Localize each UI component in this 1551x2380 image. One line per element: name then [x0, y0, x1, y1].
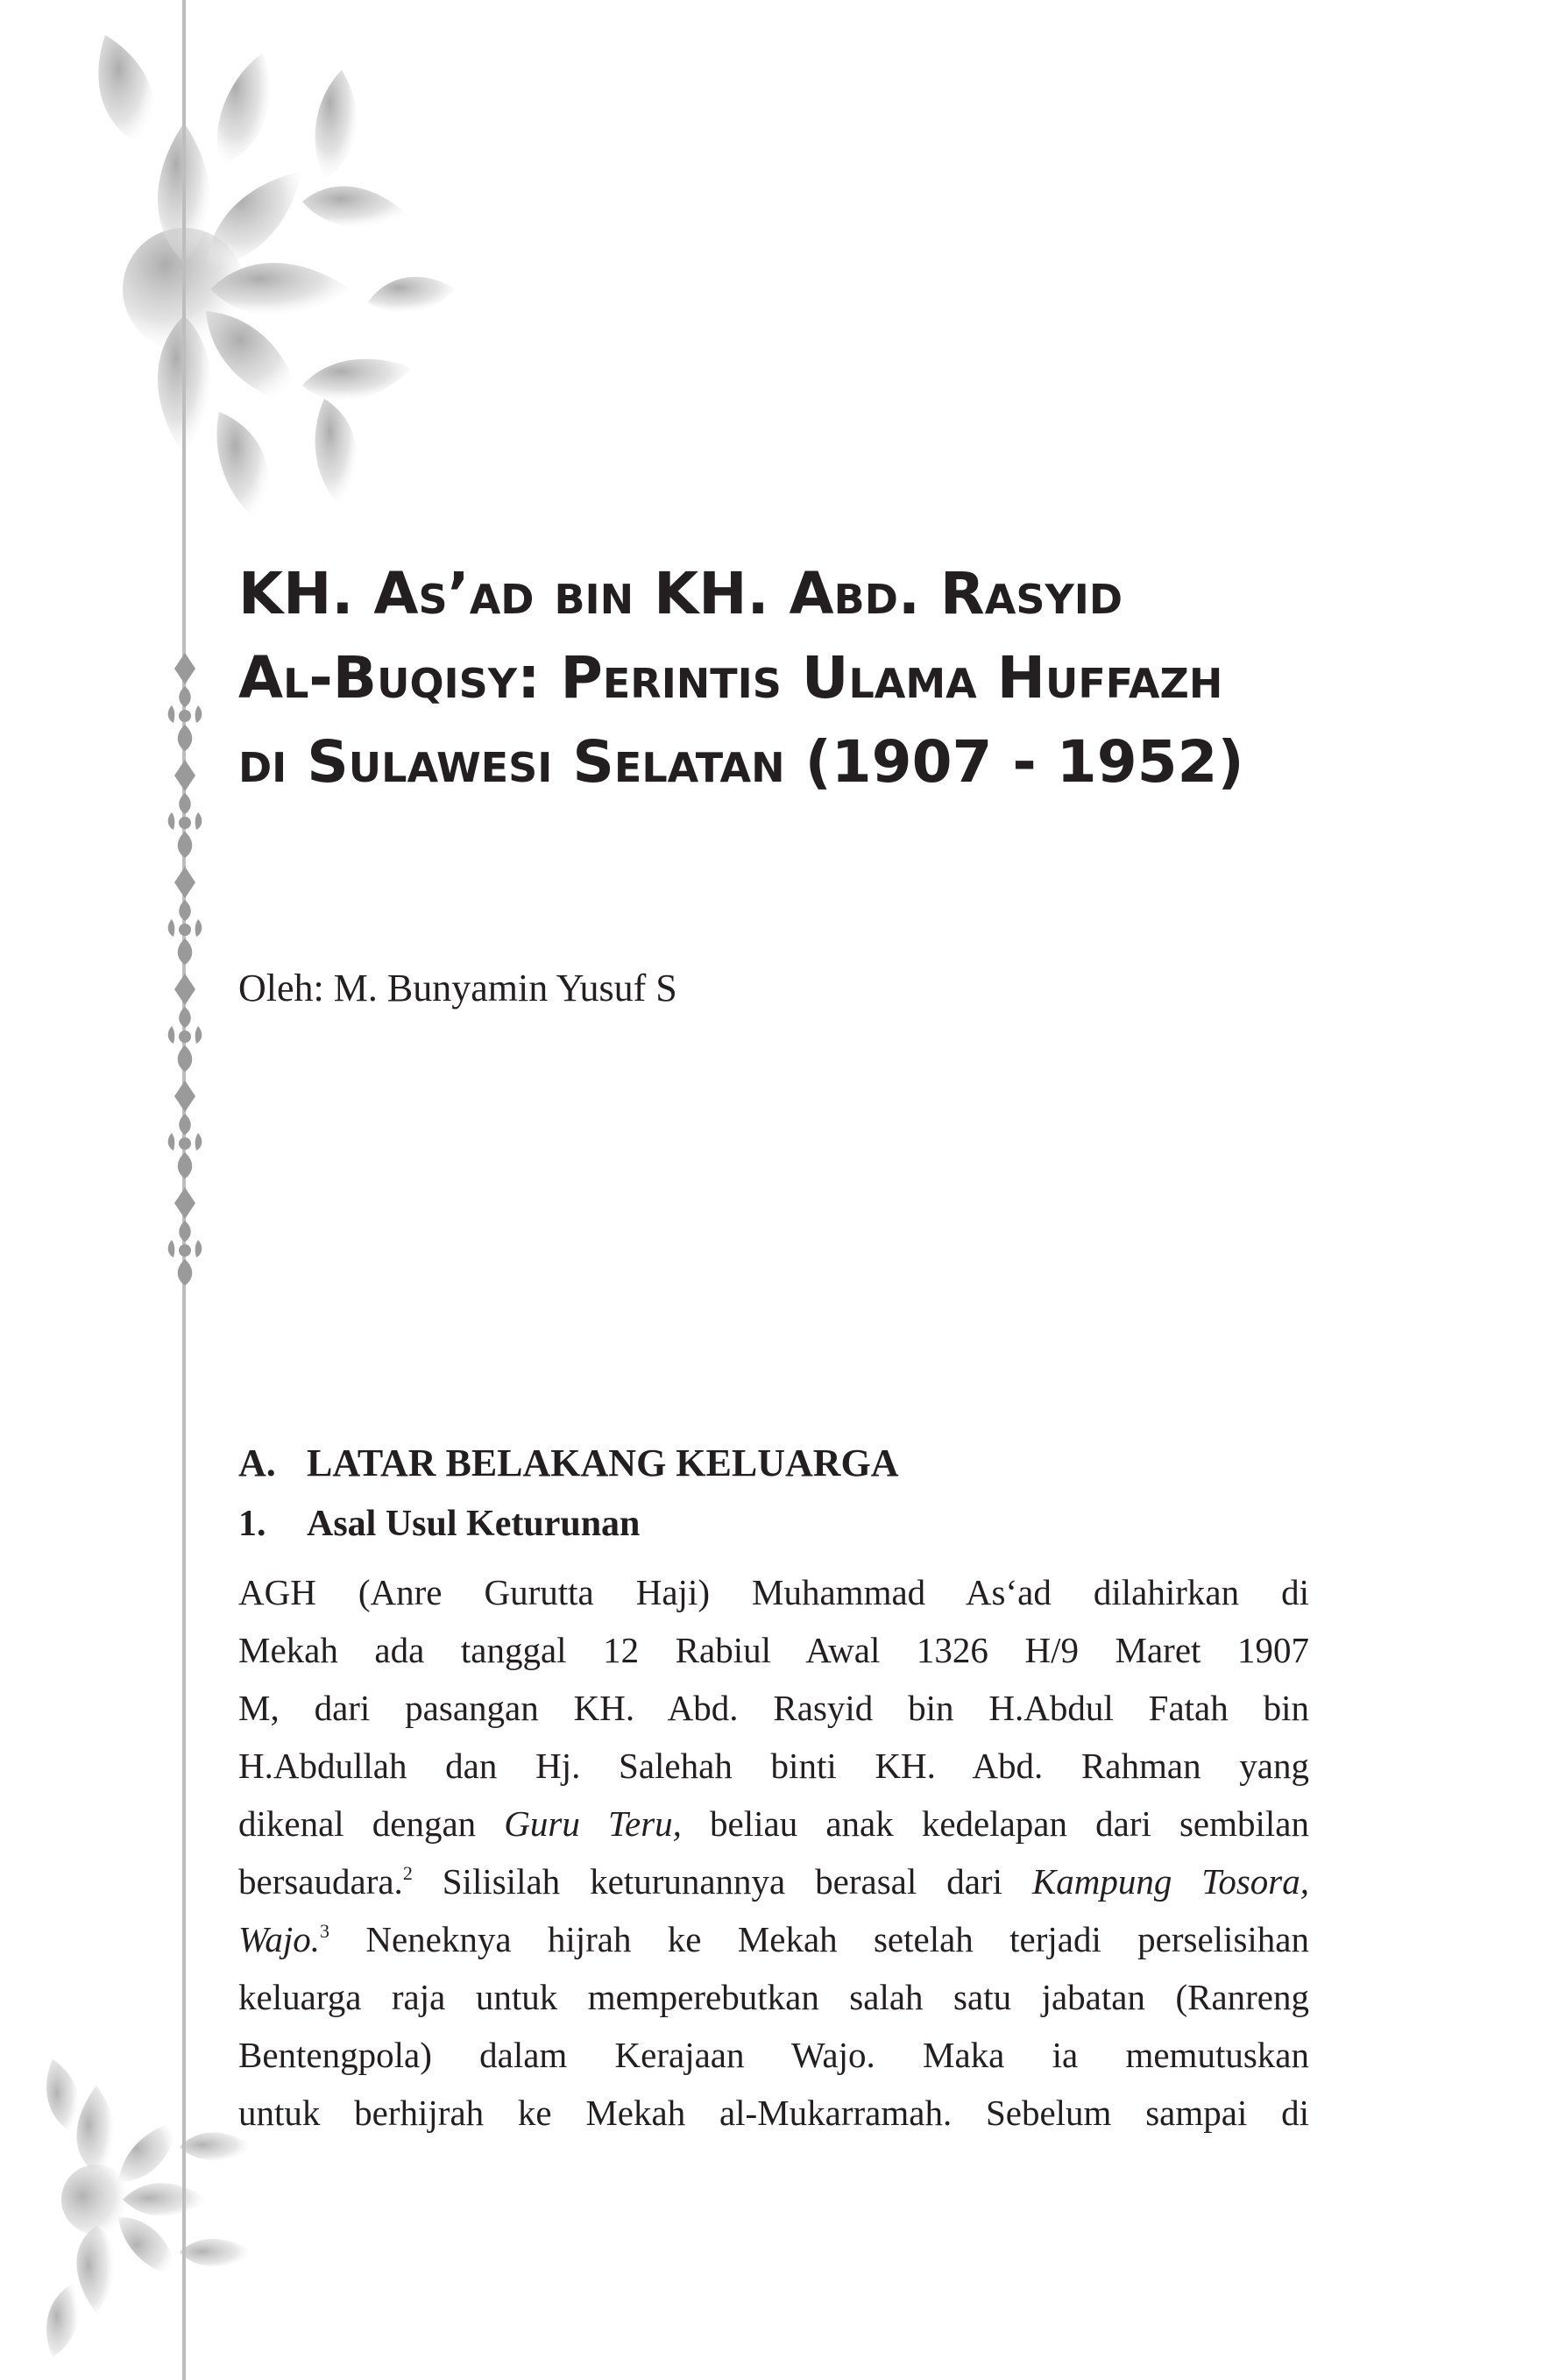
- section-number: A.: [238, 1441, 276, 1484]
- body-line: keluarga raja untuk memperebutkan salah satu jabatan (Ranreng: [238, 1977, 1309, 2017]
- footnote-ref-3[interactable]: 3: [320, 1920, 330, 1942]
- body-text-segment: bersaudara.: [238, 1861, 403, 1902]
- footnote-ref-2[interactable]: 2: [402, 1862, 413, 1884]
- chapter-title: [238, 552, 1377, 804]
- body-text-segment: Silisilah keturunannya berasal dari: [412, 1861, 1032, 1902]
- body-line: Mekah ada tanggal 12 Rabiul Awal 1326 H/9 Maret 1907: [238, 1630, 1309, 1670]
- section-heading-text: LATAR BELAKANG KELUARGA: [307, 1441, 899, 1484]
- subsection-heading: [238, 1498, 640, 1550]
- body-line: untuk berhijrah ke Mekah al-Mukarramah. Sebelum sampai di: [238, 2093, 1309, 2133]
- chapter-title-line-1: KH. As’ad bin KH. Abd. Rasyid: [238, 560, 1123, 627]
- body-line: [238, 1910, 1309, 1968]
- italic-term-wajo: Wajo.: [238, 1919, 321, 1959]
- body-line: Bentengpola) dalam Kerajaan Wajo. Maka ia memutuskan: [238, 2035, 1309, 2075]
- chapter-title-line-3: di Sulawesi Selatan (1907 - 1952): [238, 728, 1244, 796]
- chapter-title-line-2: Al-Buqisy: Perintis Ulama Huffazh: [238, 644, 1223, 712]
- subsection-heading-text: Asal Usul Keturunan: [307, 1504, 641, 1544]
- section-heading: [238, 1437, 899, 1490]
- body-line: H.Abdullah dan Hj. Salehah binti KH. Abd. Rahman yang: [238, 1746, 1309, 1786]
- author-byline: Oleh: M. Bunyamin Yusuf S: [238, 967, 677, 1009]
- body-text-segment: beliau anak kedelapan dari sembilan: [681, 1803, 1309, 1844]
- body-text-segment: dikenal dengan: [238, 1803, 505, 1844]
- body-line: [238, 1852, 1309, 1910]
- body-text-segment: Neneknya hijrah ke Mekah setelah terjadi perselisihan: [329, 1919, 1309, 1959]
- body-line: [238, 1795, 1309, 1852]
- italic-term-kampung-tosora: Kampung Tosora,: [1031, 1861, 1310, 1902]
- floral-ornament-top: [0, 0, 491, 578]
- body-line: AGH (Anre Gurutta Haji) Muhammad As‘ad dilahirkan di: [238, 1572, 1309, 1612]
- subsection-number: 1.: [238, 1504, 266, 1544]
- body-paragraph: [238, 1563, 1309, 2142]
- ornamental-chain: [163, 653, 207, 1293]
- italic-term-guru-teru: Guru Teru,: [504, 1803, 682, 1844]
- body-line: M, dari pasangan KH. Abd. Rasyid bin H.Abdul Fatah bin: [238, 1688, 1309, 1728]
